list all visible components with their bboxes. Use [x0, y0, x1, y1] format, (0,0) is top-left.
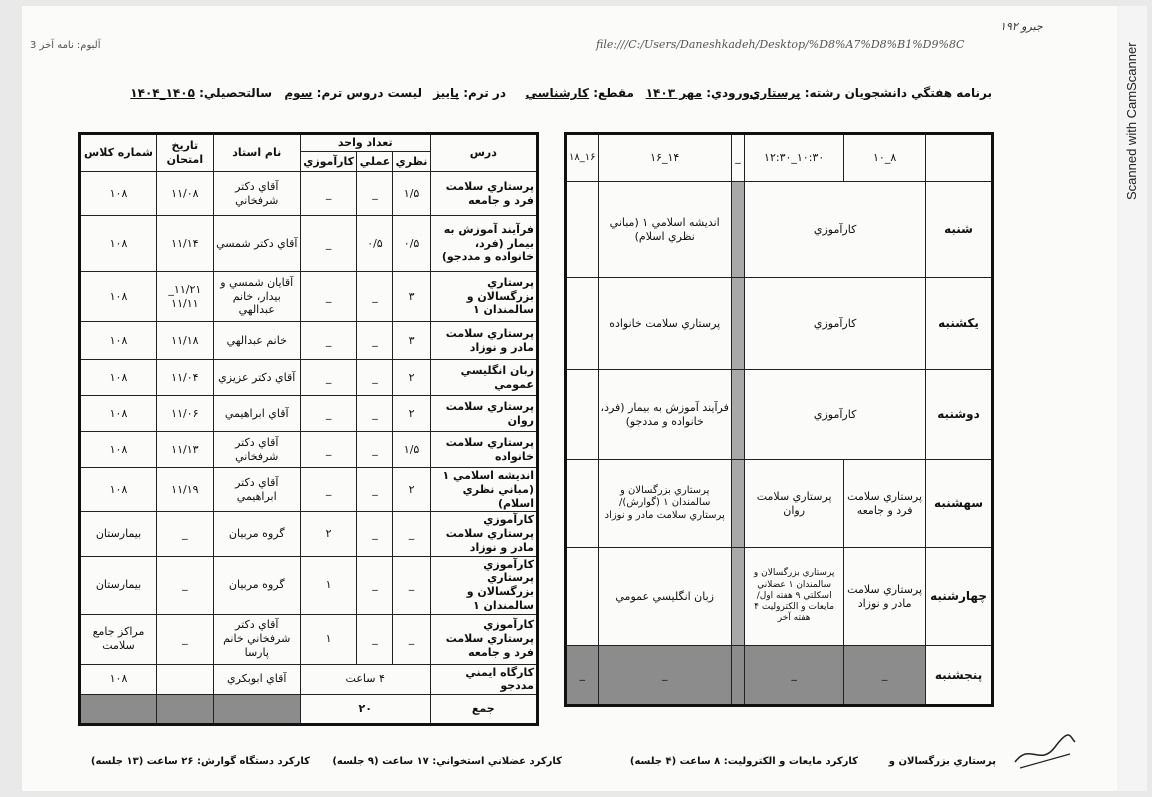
class-number: بيمارستان: [80, 512, 157, 556]
col-class: شماره كلاس: [80, 134, 157, 172]
class-cell: فرآيند آموزش به بيمار (فرد، خانواده و مددجو): [598, 370, 731, 460]
exam-date: _: [157, 512, 214, 556]
col-internship: كارآموزي: [300, 152, 357, 172]
exam-date: ۱۱/۱۹: [157, 468, 214, 512]
time-slot: ۱۴_۱۶: [598, 134, 731, 182]
shaded-cell: [731, 646, 744, 706]
class-cell: [566, 548, 599, 646]
course-name: فرآيند آموزش به بيمار (فرد، خانواده و مددجو): [430, 216, 537, 272]
practical-units: _: [357, 360, 393, 396]
col-exam: تاريخ امتحان: [157, 134, 214, 172]
theory-units: ۰/۵: [393, 216, 430, 272]
col-practical: عملي: [357, 152, 393, 172]
practical-units: _: [357, 322, 393, 360]
day-row: [566, 646, 993, 706]
exam-date: ۱۱/۱۸: [157, 322, 214, 360]
theory-units: ۱/۵: [393, 432, 430, 468]
class-number: ۱۰۸: [80, 468, 157, 512]
theory-units: ۲: [393, 360, 430, 396]
teacher: آقاي دكتر شرفخاني: [213, 432, 300, 468]
exam-date: ۱۱/۰۴: [157, 360, 214, 396]
footer-note: كاركرد دستگاه گوارش: ۲۶ ساعت (۱۳ جلسه): [90, 756, 310, 767]
practical-units: _: [357, 272, 393, 322]
internship-units: _: [300, 272, 357, 322]
footer-note: كاركرد مايعات و الكتروليت: ۸ ساعت (۴ جلسه): [629, 756, 858, 767]
internship-units: _: [300, 172, 357, 216]
scanner-label: Scanned with CamScanner: [1124, 42, 1139, 200]
theory-units: ۱/۵: [393, 172, 430, 216]
course-name: پرستاري سلامت فرد و جامعه: [430, 172, 537, 216]
table-row: [80, 360, 538, 396]
header-year: سالتحصيلي: ۱۴۰۵_۱۴۰۴: [130, 86, 272, 100]
practical-units: _: [357, 468, 393, 512]
shaded-cell: [731, 278, 744, 370]
class-number: ۱۰۸: [80, 172, 157, 216]
exam-date: ۱۱/۲۱_ ۱۱/۱۱: [157, 272, 214, 322]
day-name: چهارشنبه: [926, 548, 993, 646]
theory-units: _: [393, 556, 430, 614]
course-name: انديشه اسلامي ۱ (مباني نظري اسلام): [430, 468, 537, 512]
class-cell: زبان انگليسي عمومي: [598, 548, 731, 646]
weekly-schedule-table: [564, 132, 994, 707]
class-cell: پرستاري سلامت فرد و جامعه: [844, 460, 926, 548]
class-number: ۱۰۸: [80, 664, 157, 695]
shaded-cell: [731, 182, 744, 278]
header-entry: ورودي: مهر ۱۴۰۳: [645, 86, 750, 100]
footer-note: پرستاري بزرگسالان و: [888, 756, 996, 767]
day-row: [566, 370, 993, 460]
day-row: [566, 182, 993, 278]
course-name: پرستاري سلامت خانواده: [430, 432, 537, 468]
shaded-cell: [157, 695, 214, 725]
col-theory: نظري: [393, 152, 430, 172]
teacher: آقاي دكتر عزيزي: [213, 360, 300, 396]
day-name: يكشنبه: [926, 278, 993, 370]
day-header: [926, 134, 993, 182]
exam-date: ۱۱/۱۴: [157, 216, 214, 272]
exam-date: ۱۱/۰۶: [157, 396, 214, 432]
teacher: آقاي دكتر شمسي: [213, 216, 300, 272]
stamp-text: ۱۹۲ جبرو: [1000, 20, 1043, 33]
theory-units: ۲: [393, 468, 430, 512]
header-list: ليست دروس ترم: سوم: [284, 86, 422, 100]
time-slot: ۱۰:۳۰_۱۲:۳۰: [745, 134, 844, 182]
shaded-cell: [731, 548, 744, 646]
table-row: [80, 614, 538, 664]
file-url: file:///C:/Users/Daneshkadeh/Desktop/%D8%A7%D8%B1%D9%8C: [596, 38, 965, 51]
table-row: [80, 172, 538, 216]
time-slot: _: [731, 134, 744, 182]
teacher: آقاي دكتر شرفخاني خانم پارسا: [213, 614, 300, 664]
course-name: زبان انگليسي عمومي: [430, 360, 537, 396]
table-row: [80, 432, 538, 468]
theory-units: _: [393, 614, 430, 664]
class-number: ۱۰۸: [80, 432, 157, 468]
class-cell: [566, 460, 599, 548]
class-cell: پرستاري سلامت مادر و نوزاد: [844, 548, 926, 646]
internship-units: _: [300, 396, 357, 432]
class-number: ۱۰۸: [80, 360, 157, 396]
total-label: جمع: [430, 695, 537, 725]
class-cell: [566, 182, 599, 278]
teacher: آقاي ابراهيمي: [213, 396, 300, 432]
teacher: خانم عبدالهي: [213, 322, 300, 360]
class-cell: پرستاري سلامت خانواده: [598, 278, 731, 370]
theory-units: ۲: [393, 396, 430, 432]
internship-units: _: [300, 322, 357, 360]
theory-units: ۳: [393, 322, 430, 360]
day-name: سهشنبه: [926, 460, 993, 548]
shaded-cell: _: [745, 646, 844, 706]
shaded-cell: [80, 695, 157, 725]
table-row: [80, 216, 538, 272]
class-number: مراكز جامع سلامت: [80, 614, 157, 664]
course-name: پرستاري سلامت روان: [430, 396, 537, 432]
course-name: كارآموزي پرستاري سلامت فرد و جامعه: [430, 614, 537, 664]
course-name: كارآموزي پرستاري بزرگسالان و سالمندان ۱: [430, 556, 537, 614]
table-row: [80, 272, 538, 322]
teacher: گروه مربيان: [213, 512, 300, 556]
table-row: [80, 556, 538, 614]
day-name: دوشنبه: [926, 370, 993, 460]
exam-date: _: [157, 614, 214, 664]
class-number: بيمارستان: [80, 556, 157, 614]
class-number: ۱۰۸: [80, 396, 157, 432]
internship-units: _: [300, 468, 357, 512]
theory-units: _: [393, 512, 430, 556]
day-row: [566, 548, 993, 646]
day-name: شنبه: [926, 182, 993, 278]
internship-units: ۲: [300, 512, 357, 556]
class-cell: پرستاري سلامت روان: [745, 460, 844, 548]
practical-units: _: [357, 172, 393, 216]
class-cell: پرستاري بزرگسالان و سالمندان ۱ عضلاني اسكلتي ۹ هفته اول/ مايعات و الكتروليت ۴ هفته آخر: [745, 548, 844, 646]
internship-units: ۱: [300, 614, 357, 664]
class-number: ۱۰۸: [80, 216, 157, 272]
teacher: گروه مربيان: [213, 556, 300, 614]
workshop-row: [80, 664, 538, 695]
header-title: برنامه هفتگي دانشجويان رشته: پرستاري: [749, 86, 992, 100]
practical-units: _: [357, 432, 393, 468]
course-name: پرستاري سلامت مادر و نوزاد: [430, 322, 537, 360]
total-value: ۲۰: [300, 695, 430, 725]
shaded-cell: [731, 370, 744, 460]
practical-units: ۰/۵: [357, 216, 393, 272]
workshop-hours: ۴ ساعت: [300, 664, 430, 695]
practical-units: _: [357, 396, 393, 432]
signature-mark: [1010, 732, 1080, 772]
exam-date: [157, 664, 214, 695]
exam-date: _: [157, 556, 214, 614]
header-semester: در ترم: پاييز: [433, 86, 506, 100]
class-cell: كارآموزي: [745, 182, 926, 278]
table-row: [80, 322, 538, 360]
course-table: [78, 132, 539, 726]
class-number: ۱۰۸: [80, 322, 157, 360]
exam-date: ۱۱/۰۸: [157, 172, 214, 216]
shaded-cell: _: [566, 646, 599, 706]
internship-units: _: [300, 432, 357, 468]
teacher: آقاي ابوبكري: [213, 664, 300, 695]
practical-units: _: [357, 614, 393, 664]
day-row: [566, 460, 993, 548]
shaded-cell: [213, 695, 300, 725]
top-left-text: آلبوم: نامه آخر 3: [30, 40, 101, 51]
class-cell: [566, 370, 599, 460]
practical-units: _: [357, 512, 393, 556]
time-header-row: [566, 134, 993, 182]
internship-units: ۱: [300, 556, 357, 614]
class-number: ۱۰۸: [80, 272, 157, 322]
shaded-cell: _: [844, 646, 926, 706]
exam-date: ۱۱/۱۳: [157, 432, 214, 468]
shaded-cell: _: [598, 646, 731, 706]
col-teacher: نام استاد: [213, 134, 300, 172]
class-cell: كارآموزي: [745, 370, 926, 460]
day-name: پنجشنبه: [926, 646, 993, 706]
course-name: كارگاه ايمني مددجو: [430, 664, 537, 695]
col-course: درس: [430, 134, 537, 172]
internship-units: _: [300, 360, 357, 396]
table-row: [80, 396, 538, 432]
course-name: كارآموزي پرستاري سلامت مادر و نوزاد: [430, 512, 537, 556]
class-cell: [566, 278, 599, 370]
table-row: [80, 512, 538, 556]
total-row: [80, 695, 538, 725]
theory-units: ۳: [393, 272, 430, 322]
practical-units: _: [357, 556, 393, 614]
class-cell: كارآموزي: [745, 278, 926, 370]
time-slot: ۸_۱۰: [844, 134, 926, 182]
class-cell: پرستاري بزرگسالان و سالمندان ۱ (گوارش)/ پرستاري سلامت مادر و نوزاد: [598, 460, 731, 548]
teacher: آقاي دكتر شرفخاني: [213, 172, 300, 216]
time-slot: ۱۶_۱۸: [566, 134, 599, 182]
internship-units: _: [300, 216, 357, 272]
col-units: تعداد واحد: [300, 134, 430, 152]
header-level: مقطع: كارشناسي: [525, 86, 634, 100]
teacher: آقاي دكتر ابراهيمي: [213, 468, 300, 512]
shaded-cell: [731, 460, 744, 548]
teacher: آقايان شمسي و بيدار، خانم عبدالهي: [213, 272, 300, 322]
course-name: پرستاري بزرگسالان و سالمندان ۱: [430, 272, 537, 322]
class-cell: انديشه اسلامي ۱ (مباني نظري اسلام): [598, 182, 731, 278]
day-row: [566, 278, 993, 370]
footer-note: كاركرد عضلاني استخواني: ۱۷ ساعت (۹ جلسه): [332, 756, 562, 767]
table-row: [80, 468, 538, 512]
